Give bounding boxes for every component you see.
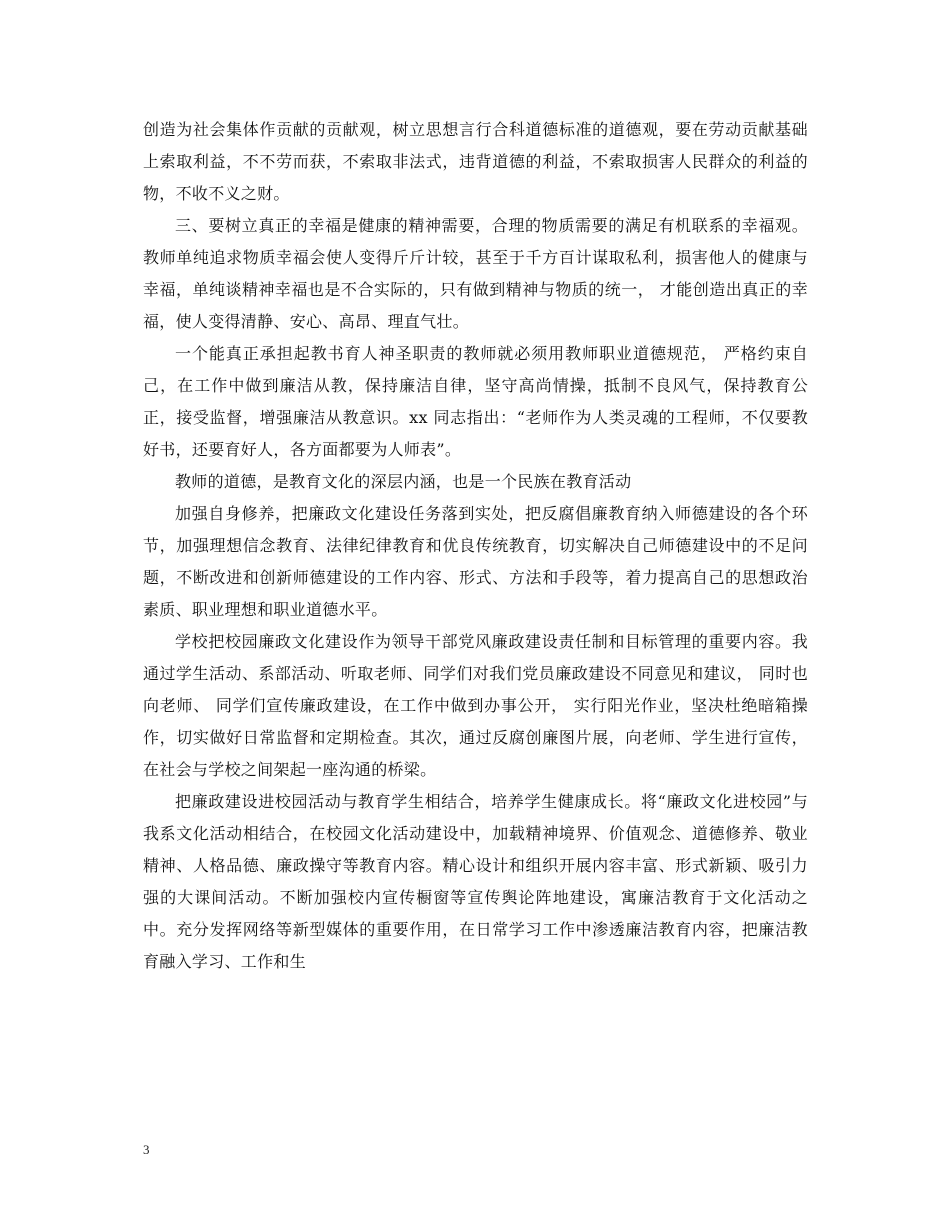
paragraph-2: 三、要树立真正的幸福是健康的精神需要，合理的物质需要的满足有机联系的幸福观。教师单纯追求物质幸福会使人变得斤斤计较，甚至于千方百计谋取私利，损害他人的健康与幸福，单纯谈精神幸福也是不合实际的，只有做到精神与物质的统一， 才能创造出真正的幸福，使人变得清静、安心、高昂、理直气壮。 [143,216,808,331]
paragraph-1: 创造为社会集体作贡献的贡献观，树立思想言行合科道德标准的道德观，要在劳动贡献基础上索取利益，不不劳而获，不索取非法式，违背道德的利益，不索取损害人民群众的利益的物，不收不义之财。 [143,120,808,203]
paragraph-5: 加强自身修养，把廉政文化建设任务落到实处，把反腐倡廉教育纳入师德建设的各个环节，加强理想信念教育、法律纪律教育和优良传统教育，切实解决自己师德建设中的不足问题，不断改进和创新师德建设的工作内容、形式、方法和手段等，着力提高自己的思想政治素质、职业理想和职业道德水平。 [143,504,808,619]
page-number: 3 [143,1142,150,1157]
paragraph-7: 把廉政建设进校园活动与教育学生相结合，培养学生健康成长。将“廉政文化进校园”与我系文化活动相结合，在校园文化活动建设中，加载精神境界、价值观念、道德修养、敬业精神、人格品德、廉政操守等教育内容。精心设计和组织开展内容丰富、形式新颖、吸引力强的大课间活动。不断加强校内宣传橱窗等宣传舆论阵地建设，寓廉洁教育于文化活动之中。充分发挥网络等新型媒体的重要作用，在日常学习工作中渗透廉洁教育内容，把廉洁教育融入学习、工作和生 [143,792,808,971]
paragraph-4: 教师的道德，是教育文化的深层内涵，也是一个民族在教育活动 [175,472,632,491]
body-text [143,114,808,978]
paragraph-6: 学校把校园廉政文化建设作为领导干部党风廉政建设责任制和目标管理的重要内容。我通过学生活动、系部活动、听取老师、同学们对我们党员廉政建设不同意见和建议， 同时也向老师、 同学们宣传廉政建设，在工作中做到办事公开， 实行阳光作业，坚决杜绝暗箱操作，切实做好日常监督和定期检查。其次，通过反腐创廉图片展，向老师、学生进行宣传，在社会与学校之间架起一座沟通的桥梁。 [143,632,808,779]
paragraph-3: 一个能真正承担起教书育人神圣职责的教师就必须用教师职业道德规范， 严格约束自己，在工作中做到廉洁从教，保持廉洁自律，坚守高尚情操，抵制不良风气，保持教育公正，接受监督，增强廉洁从教意识。xx 同志指出：“老师作为人类灵魂的工程师，不仅要教好书，还要育好人，各方面都要为人师表”。 [143,344,808,459]
